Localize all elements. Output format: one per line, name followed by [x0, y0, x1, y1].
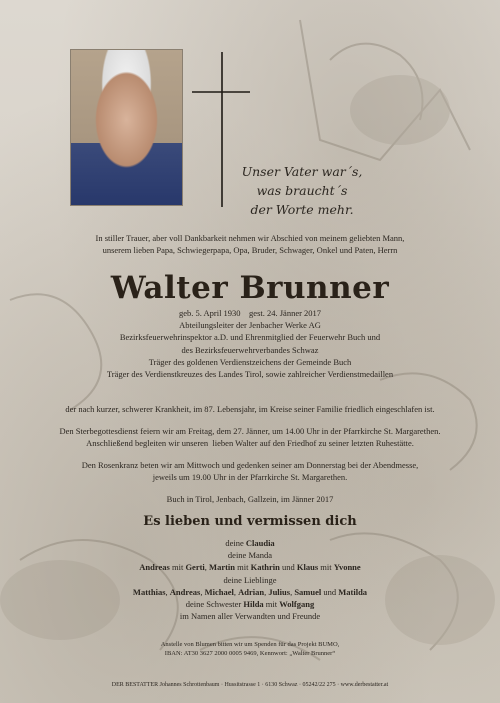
name-separator: ,	[200, 586, 205, 597]
funeral-line: Den Sterbegottesdienst feiern wir am Freitag, dem 27. Jänner, um 14.00 Uhr in der Pfarrkirche St. Margarethen.	[59, 426, 441, 436]
donation-request	[30, 640, 470, 658]
wife-name: Claudia	[245, 538, 275, 548]
family-member-name: Adrian	[238, 586, 265, 597]
wife-prefix: deine	[225, 538, 244, 548]
mourners-list	[30, 537, 470, 622]
sister-line	[30, 598, 470, 610]
family-member-name: Yvonne	[333, 562, 361, 573]
name-separator: ,	[290, 586, 295, 597]
wife-line	[30, 537, 470, 549]
funeral-service-info	[30, 425, 470, 449]
family-member-name: Andreas	[139, 562, 170, 573]
family-member-name: Michael	[204, 586, 234, 597]
family-member-name: Matilda	[338, 586, 368, 597]
undertaker-footer: DER BESTATTER Johannes Schrottenbaum · Hussitstrasse 1 · 6130 Schwaz · 05242/22 275 · www.derbestatter.at	[111, 682, 389, 688]
sister-name: Hilda	[243, 599, 264, 610]
place-and-date: Buch in Tirol, Jenbach, Gallzein, im Jänner 2017	[166, 494, 334, 504]
family-member-name: Martin	[209, 562, 236, 573]
children-label: deine Manda	[227, 550, 273, 561]
family-member-name: Samuel	[294, 586, 322, 597]
grandchildren-label: deine Lieblinge	[223, 574, 277, 585]
donation-line: IBAN: AT30 3627 2000 0005 9469, Kennwort: „Walter Brunner“	[164, 650, 336, 657]
family-member-name: Matthias	[132, 586, 166, 597]
name-separator: ,	[264, 586, 269, 597]
rosary-line: Den Rosenkranz beten wir am Mittwoch und gedenken seiner am Donnerstag bei der Abendmesse,	[81, 460, 419, 470]
family-member-name: Kathrin	[250, 562, 280, 573]
biography-details	[30, 307, 470, 380]
intro-text	[30, 232, 470, 256]
quote-line: der Worte mehr.	[250, 202, 354, 217]
quote-line: Unser Vater war´s,	[241, 164, 363, 179]
sister-with: mit	[265, 599, 278, 610]
quote-line: was braucht´s	[256, 183, 348, 198]
donation-line: Anstelle von Blumen bitten wir um Spenden für das Projekt BUMO,	[160, 641, 340, 648]
sister-husband-name: Wolfgang	[279, 599, 315, 610]
memorial-quote	[212, 162, 392, 219]
name-separator: und	[279, 562, 297, 573]
name-separator: und	[321, 586, 339, 597]
detail-line: Abteilungsleiter der Jenbacher Werke AG	[179, 320, 321, 331]
mourners-heading: Es lieben und vermissen dich	[143, 514, 357, 529]
dates-line: geb. 5. April 1930 gest. 24. Jänner 2017	[178, 308, 322, 318]
family-member-name: Julius	[268, 586, 291, 597]
grandchildren-line	[30, 586, 470, 598]
name-separator: mit	[169, 562, 186, 573]
detail-line: des Bezirksfeuerwehrverbandes Schwaz	[181, 344, 319, 355]
detail-line: Träger des goldenen Verdienstzeichens der Gemeinde Buch	[148, 356, 352, 367]
detail-line: Bezirksfeuerwehrinspektor a.D. und Ehrenmitglied der Feuerwehr Buch und	[119, 332, 381, 343]
family-member-name: Gerti	[185, 562, 205, 573]
rosary-info	[30, 459, 470, 483]
intro-line: unserem lieben Papa, Schwiegerpapa, Opa, Bruder, Schwager, Onkel und Paten, Herrn	[102, 245, 398, 255]
deceased-portrait-photo	[71, 50, 182, 205]
name-separator: ,	[165, 586, 170, 597]
family-member-name: Andreas	[169, 586, 201, 597]
children-line	[30, 561, 470, 573]
family-member-name: Klaus	[296, 562, 319, 573]
name-separator: mit	[235, 562, 251, 573]
name-separator: ,	[233, 586, 239, 597]
rosary-line: jeweils um 19.00 Uhr in der Pfarrkirche St. Margarethen.	[152, 472, 348, 482]
name-separator: mit	[318, 562, 334, 573]
relatives-line: im Namen aller Verwandten und Freunde	[179, 611, 321, 622]
detail-line: Träger des Verdienstkreuzes des Landes Tirol, sowie zahlreicher Verdienstmedaillen	[106, 369, 394, 380]
intro-line: In stiller Trauer, aber voll Dankbarkeit nehmen wir Abschied von meinem geliebten Mann,	[95, 233, 405, 243]
death-notice: der nach kurzer, schwerer Krankheit, im 87. Lebensjahr, im Kreise seiner Familie friedlich eingeschlafen ist.	[65, 404, 435, 414]
sister-prefix: deine Schwester	[185, 599, 242, 610]
name-separator: ,	[204, 562, 210, 573]
funeral-line: Anschließend begleiten wir unseren lieben Walter auf den Friedhof zu seiner letzten Ruhestätte.	[86, 438, 414, 448]
deceased-name: Walter Brunner	[110, 270, 390, 306]
